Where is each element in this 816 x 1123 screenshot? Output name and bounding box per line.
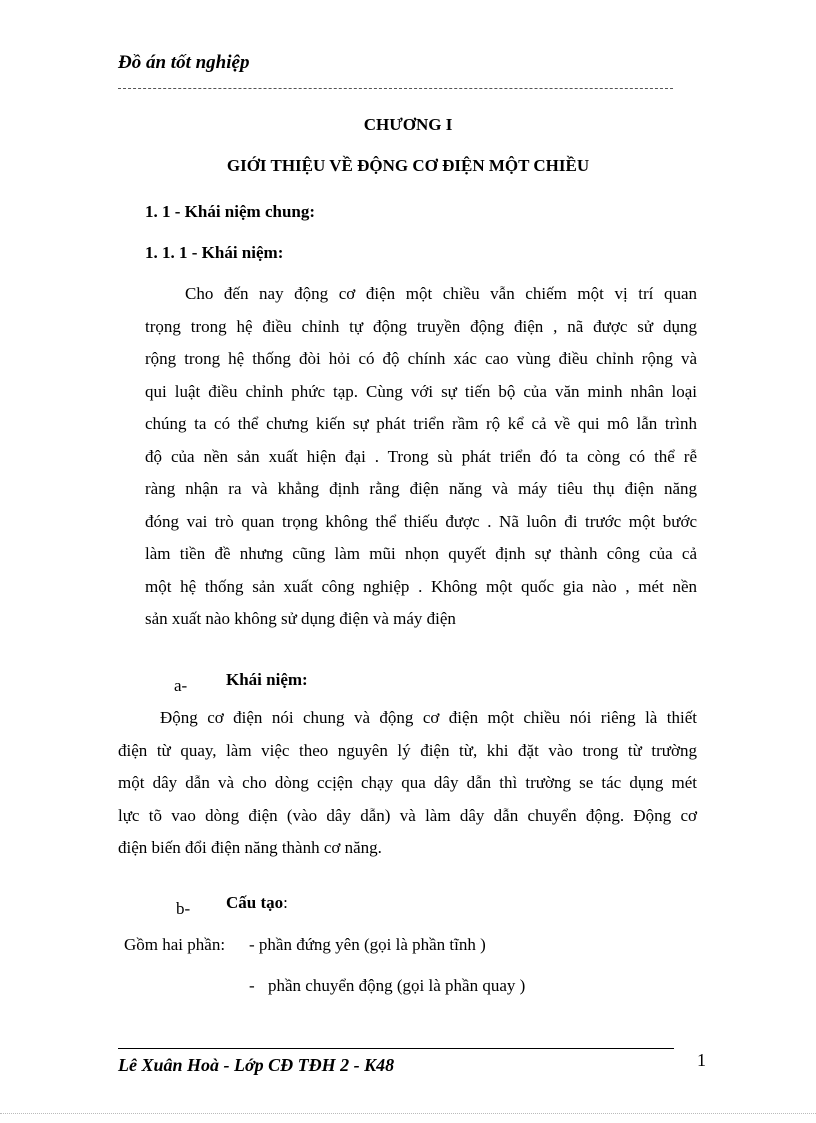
header-title: Đồ án tốt nghiệp <box>118 52 250 73</box>
part-1: - phần đứng yên (gọi là phần tĩnh ) <box>249 935 486 954</box>
intro-line: ràng nhận ra và khẳng định rằng điện năng và máy tiêu thụ điện năng <box>145 479 697 498</box>
item-a-line: điện từ quay, làm việc theo nguyên lý điện từ, khi đặt vào trong từ trường <box>118 740 697 760</box>
intro-line: một hệ thống sản xuất công nghiệp . Không một quốc gia nào , mét nền <box>145 576 697 596</box>
footer-divider <box>118 1048 674 1049</box>
intro-paragraph <box>145 278 697 636</box>
part-2: phần chuyển động (gọi là phần quay ) <box>268 976 526 995</box>
chapter-title: GIỚI THIỆU VỀ ĐỘNG CƠ ĐIỆN MỘT CHIỀU <box>226 156 590 175</box>
item-a-line: lực tõ vao dòng điện (vào dây dẫn) và làm dây dẫn chuyển động. Động cơ <box>118 805 697 825</box>
intro-line: độ của nền sản xuất hiện đại . Trong sù phát triển đó ta còng có thể rễ <box>145 446 697 466</box>
intro-line: trọng trong hệ điều chỉnh tự động truyền động điện , nã được sử dụng <box>145 316 697 336</box>
page-bottom-border <box>0 1113 816 1114</box>
item-b-label-suffix: : <box>283 893 288 912</box>
intro-line: qui luật điều chỉnh phức tạp. Cùng với sự tiến bộ của văn minh nhân loại <box>145 381 697 401</box>
part-2-dash: - <box>249 976 255 995</box>
page-number: 1 <box>697 1050 706 1070</box>
header-divider <box>118 88 673 89</box>
item-a-letter: a- <box>174 676 188 695</box>
item-a-paragraph <box>118 702 697 865</box>
chapter-number: CHƯƠNG I <box>363 115 453 134</box>
intro-line: rộng trong hệ thống đòi hỏi có độ chính xác cao vùng điều chỉnh rộng và <box>145 349 697 368</box>
intro-line: Cho đến nay động cơ điện một chiều vẫn chiếm một vị trí quan <box>185 284 697 303</box>
parts-intro: Gồm hai phần: <box>124 935 226 954</box>
item-a-label: Khái niệm: <box>226 670 308 689</box>
item-a-line: một dây dẫn và cho dòng ccịện chạy qua dây dẫn thì trường se tác dụng mét <box>118 773 697 792</box>
intro-line: làm tiền đề nhưng cũng làm mũi nhọn quyết định sự thành công của cả <box>145 544 697 563</box>
item-a-line: Động cơ điện nói chung và động cơ điện một chiều nói riêng là thiết <box>160 708 697 727</box>
intro-line: đóng vai trò quan trọng không thể thiếu được . Nã luôn đi trước một bước <box>145 511 697 531</box>
subsection-heading: 1. 1. 1 - Khái niệm: <box>145 243 284 262</box>
footer-author: Lê Xuân Hoà - Lớp CĐ TĐH 2 - K48 <box>118 1055 395 1075</box>
item-b-letter: b- <box>176 899 191 918</box>
item-b-label: Cấu tạo <box>226 893 284 912</box>
item-a-line: điện biến đổi điện năng thành cơ năng. <box>118 838 382 857</box>
intro-line: sản xuất nào không sử dụng điện và máy điện <box>145 609 456 628</box>
item-b-heading <box>226 893 288 913</box>
intro-line: chúng ta có thể chưng kiến sự phát triển rầm rộ kể cả về qui mô lẫn trình <box>145 414 697 433</box>
section-heading: 1. 1 - Khái niệm chung: <box>145 202 316 221</box>
